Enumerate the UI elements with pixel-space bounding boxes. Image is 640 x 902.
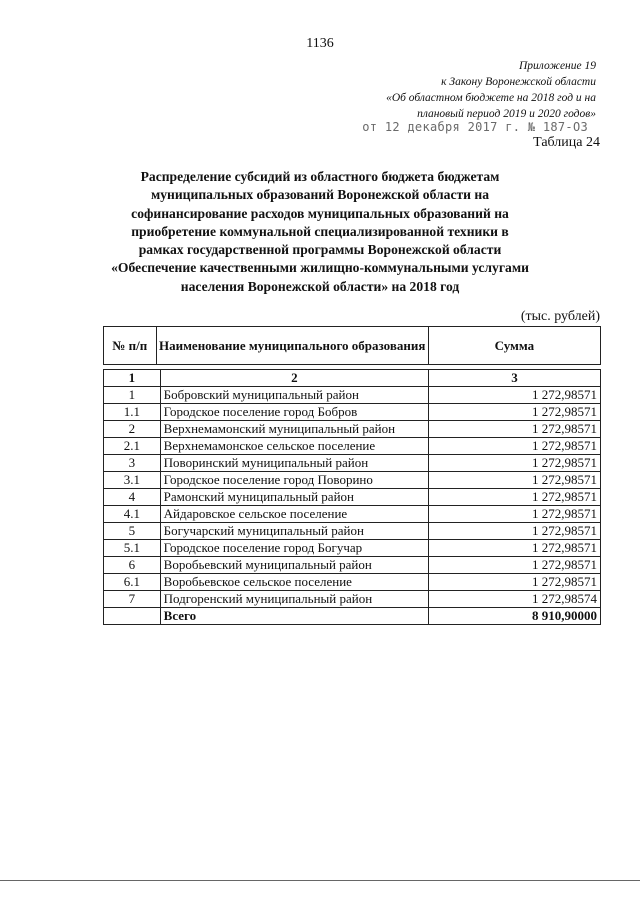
row-name: Айдаровское сельское поселение: [160, 506, 428, 523]
table-row: [104, 421, 601, 438]
total-sum: 8 910,90000: [429, 608, 601, 625]
row-number: 6: [104, 557, 161, 574]
column-number: 3: [429, 370, 601, 387]
row-name: Бобровский муниципальный район: [160, 387, 428, 404]
row-sum: 1 272,98571: [429, 489, 601, 506]
row-name: Воробьевский муниципальный район: [160, 557, 428, 574]
table-row: [104, 574, 601, 591]
table-row: [104, 557, 601, 574]
row-name: Городское поселение город Бобров: [160, 404, 428, 421]
row-sum: 1 272,98571: [429, 523, 601, 540]
column-numbers-row: [104, 370, 601, 387]
row-number: 4: [104, 489, 161, 506]
row-number: 2: [104, 421, 161, 438]
row-sum: 1 272,98571: [429, 438, 601, 455]
row-sum: 1 272,98571: [429, 557, 601, 574]
row-name: Городское поселение город Поворино: [160, 472, 428, 489]
table-row: [104, 506, 601, 523]
row-name: Верхнемамонское сельское поселение: [160, 438, 428, 455]
row-name: Городское поселение город Богучар: [160, 540, 428, 557]
header-number: № п/п: [104, 327, 157, 365]
footer-divider: [0, 880, 640, 881]
row-number: 1: [104, 387, 161, 404]
row-name: Рамонский муниципальный район: [160, 489, 428, 506]
row-number: 5: [104, 523, 161, 540]
table-row: [104, 523, 601, 540]
data-table: [103, 369, 601, 625]
row-number: 2.1: [104, 438, 161, 455]
table-row: [104, 404, 601, 421]
table-row: [104, 387, 601, 404]
row-name: Богучарский муниципальный район: [160, 523, 428, 540]
table-row: [104, 591, 601, 608]
row-number: 6.1: [104, 574, 161, 591]
table-row: [104, 438, 601, 455]
total-row: [104, 608, 601, 625]
row-name: Подгоренский муниципальный район: [160, 591, 428, 608]
row-number: 3: [104, 455, 161, 472]
appendix-note: [296, 58, 596, 122]
row-name: Верхнемамонский муниципальный район: [160, 421, 428, 438]
table-number: Таблица 24: [533, 135, 600, 150]
row-sum: 1 272,98571: [429, 574, 601, 591]
row-sum: 1 272,98574: [429, 591, 601, 608]
table-header: [103, 326, 601, 365]
column-number: 1: [104, 370, 161, 387]
row-name: Воробьевское сельское поселение: [160, 574, 428, 591]
page-number: 1136: [306, 36, 334, 51]
row-sum: 1 272,98571: [429, 387, 601, 404]
row-number: 3.1: [104, 472, 161, 489]
table-row: [104, 472, 601, 489]
row-sum: 1 272,98571: [429, 506, 601, 523]
table-row: [104, 540, 601, 557]
table-row: [104, 455, 601, 472]
table-body: [104, 370, 601, 625]
row-number: 4.1: [104, 506, 161, 523]
total-number: [104, 608, 161, 625]
table-row: [104, 489, 601, 506]
appendix-line: Приложение 19: [518, 60, 596, 72]
total-label: Всего: [160, 608, 428, 625]
units-label: (тыс. рублей): [520, 309, 600, 324]
header-sum: Сумма: [428, 327, 600, 365]
document-title: Распределение субсидий из областного бюджета бюджетам муниципальных образований Воронежской области на софинансирование расходов муниципальных образований на приобретение коммунальной специализированной техники в рамках государственной программы Воронежской области «Обеспечение качественными жилищно-коммунальными услугами населения Воронежской области» на 2018 год: [111, 169, 529, 294]
row-number: 1.1: [104, 404, 161, 421]
appendix-line: плановый период 2019 и 2020 годов»: [417, 108, 596, 120]
appendix-line: «Об областном бюджете на 2018 год и на: [386, 92, 596, 104]
row-number: 7: [104, 591, 161, 608]
row-sum: 1 272,98571: [429, 421, 601, 438]
row-number: 5.1: [104, 540, 161, 557]
law-date-stamp: от 12 декабря 2017 г. № 187-ОЗ: [362, 120, 588, 134]
row-name: Поворинский муниципальный район: [160, 455, 428, 472]
header-name: Наименование муниципального образования: [156, 327, 428, 365]
appendix-line: к Закону Воронежской области: [441, 76, 596, 88]
row-sum: 1 272,98571: [429, 472, 601, 489]
row-sum: 1 272,98571: [429, 455, 601, 472]
row-sum: 1 272,98571: [429, 404, 601, 421]
column-number: 2: [160, 370, 428, 387]
row-sum: 1 272,98571: [429, 540, 601, 557]
